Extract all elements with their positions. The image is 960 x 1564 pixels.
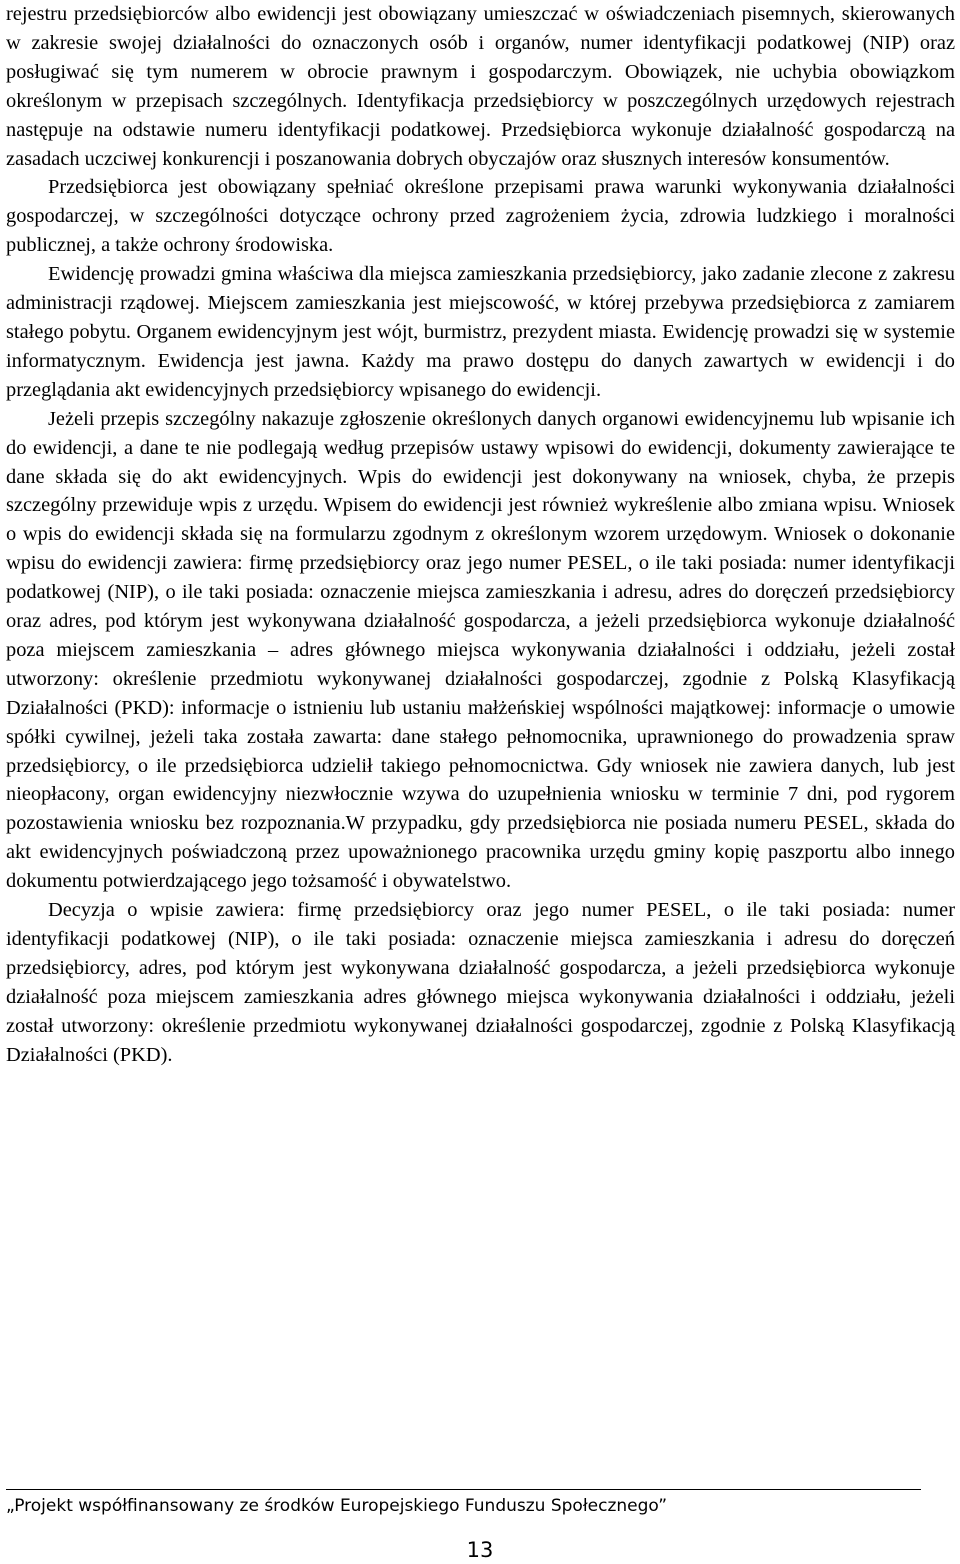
- document-body: [6, 0, 955, 1070]
- footer-divider: [6, 1489, 921, 1490]
- footer-funding-note: „Projekt współfinansowany ze środków Europejskiego Funduszu Społecznego”: [6, 1496, 668, 1516]
- paragraph-register-kept-by-commune: Ewidencję prowadzi gmina właściwa dla miejsca zamieszkania przedsiębiorcy, jako zadanie zlecone z zakresu administracji rządowej. Miejscem zamieszkania jest miejscowość, w której przebywa przedsiębiorca z zamiarem stałego pobytu. Organem ewidencyjnym jest wójt, burmistrz, prezydent miasta. Ewidencję prowadzi się w systemie informatycznym. Ewidencja jest jawna. Każdy ma prawo dostępu do danych zawartych w ewidencji i do przeglądania akt ewidencyjnych przedsiębiorcy wpisanego do ewidencji.: [6, 263, 955, 401]
- paragraph-entrepreneur-duties: Przedsiębiorca jest obowiązany spełniać określone przepisami prawa warunki wykonywania działalności gospodarczej, w szczególności dotyczące ochrony przed zagrożeniem życia, zdrowia ludzkiego i moralności publicznej, a także ochrony środowiska.: [6, 176, 955, 257]
- document-page: [6, 0, 955, 1070]
- paragraph-nip-obligation: rejestru przedsiębiorców albo ewidencji jest obowiązany umieszczać w oświadczeniach pisemnych, skierowanych w zakresie swojej działalności do oznaczonych osób i organów, numer identyfikacji podatkowej (NIP) oraz posługiwać się tym numerem w obrocie prawnym i gospodarczym. Obowiązek, nie uchybia obowiązkom określonym w przepisach szczególnych. Identyfikacja przedsiębiorcy w poszczególnych urzędowych rejestrach następuje na odstawie numeru identyfikacji podatkowej. Przedsiębiorca wykonuje działalność gospodarczą na zasadach uczciwej konkurencji i poszanowania dobrych obyczajów oraz słusznych interesów konsumentów.: [6, 3, 955, 170]
- paragraph-registration-application: Jeżeli przepis szczególny nakazuje zgłoszenie określonych danych organowi ewidencyjnemu lub wpisanie ich do ewidencji, a dane te nie podlegają według przepisów ustawy wpisowi do ewidencji, dokumenty zawierające te dane składa się do akt ewidencyjnych. Wpis do ewidencji jest dokonywany na wniosek, chyba, że przepis szczególny przewiduje wpis z urzędu. Wpisem do ewidencji jest również wykreślenie albo zmiana wpisu. Wniosek o wpis do ewidencji składa się na formularzu zgodnym z określonym wzorem urzędowym. Wniosek o dokonanie wpisu do ewidencji zawiera: firmę przedsiębiorcy oraz jego numer PESEL, o ile taki posiada: numer identyfikacji podatkowej (NIP), o ile taki posiada: oznaczenie miejsca zamieszkania i adresu, adres do doręczeń przedsiębiorcy oraz adres, pod którym jest wykonywana działalność gospodarcza, a jeżeli przedsiębiorca wykonuje działalność poza miejscem zamieszkania – adres głównego miejsca wykonywania działalności i oddziału, jeżeli został utworzony: określenie przedmiotu wykonywanej działalności gospodarczej, zgodnie z Polską Klasyfikacją Działalności (PKD): informacje o istnieniu lub ustaniu małżeńskiej wspólności majątkowej: informacje o umowie spółki cywilnej, jeżeli taka została zawarta: dane stałego pełnomocnika, uprawnionego do prowadzenia spraw przedsiębiorcy, o ile przedsiębiorca udzielił takiego pełnomocnictwa. Gdy wniosek nie zawiera danych, lub jest nieopłacony, organ ewidencyjny niezwłocznie wzywa do uzupełnienia wniosku w terminie 7 dni, pod rygorem pozostawienia wniosku bez rozpoznania.W przypadku, gdy przedsiębiorca nie posiada numeru PESEL, składa do akt ewidencyjnych poświadczoną przez upoważnionego pracownika urzędu gminy kopię paszportu albo innego dokumentu potwierdzającego jego tożsamość i obywatelstwo.: [6, 407, 955, 893]
- paragraph-registration-decision: Decyzja o wpisie zawiera: firmę przedsiębiorcy oraz jego numer PESEL, o ile taki posiada: numer identyfikacji podatkowej (NIP), o ile taki posiada: oznaczenie miejsca zamieszkania i adresu do doręczeń przedsiębiorcy, adres, pod którym jest wykonywana działalność gospodarcza, a jeżeli przedsiębiorca wykonuje działalność poza miejscem zamieszkania adres głównego miejsca wykonywania działalności i oddziału, jeżeli został utworzony: określenie przedmiotu wykonywanej działalności gospodarczej, zgodnie z Polską Klasyfikacją Działalności (PKD).: [6, 899, 955, 1066]
- page-number: 13: [466, 1538, 494, 1562]
